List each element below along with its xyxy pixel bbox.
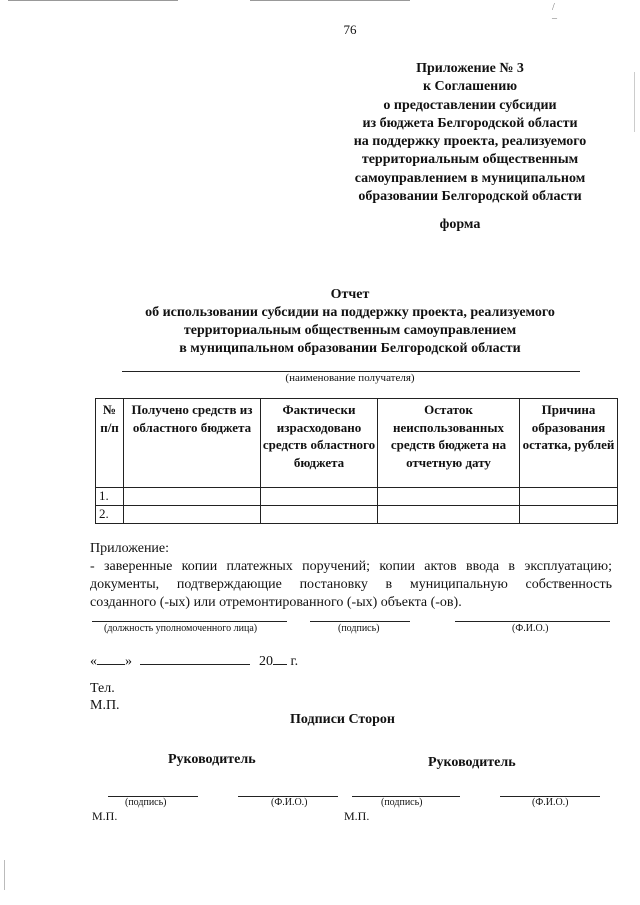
name-caption: (Ф.И.О.) bbox=[512, 623, 549, 634]
table-row bbox=[96, 488, 618, 506]
scan-mark: / – bbox=[552, 2, 557, 24]
right-name-caption: (Ф.И.О.) bbox=[532, 797, 569, 808]
appendix-line: из бюджета Белгородской области bbox=[362, 115, 578, 131]
attachment-line: - заверенные копии платежных поручений; копии актов ввода в эксплуатацию; bbox=[90, 559, 612, 574]
year-suffix: г. bbox=[290, 654, 299, 669]
column-header-number: № п/п bbox=[96, 399, 124, 488]
table-cell[interactable] bbox=[261, 488, 378, 506]
appendix-header bbox=[330, 60, 610, 206]
report-title bbox=[100, 286, 600, 358]
table-cell[interactable] bbox=[520, 506, 618, 524]
left-name-caption: (Ф.И.О.) bbox=[271, 797, 308, 808]
left-party-title: Руководитель bbox=[168, 752, 256, 767]
title-line: об использовании субсидии на поддержку проекта, реализуемого bbox=[145, 305, 555, 320]
name-field-line[interactable] bbox=[455, 621, 610, 622]
table-cell[interactable] bbox=[261, 506, 378, 524]
year-field[interactable] bbox=[273, 652, 287, 665]
title-line: территориальным общественным самоуправлением bbox=[183, 323, 517, 338]
row-number: 2. bbox=[96, 506, 124, 524]
table-cell[interactable] bbox=[124, 506, 261, 524]
appendix-line: самоуправлением в муниципальном bbox=[354, 170, 586, 186]
attachment-line: документы, подтверждающие постановку в муниципальную собственность bbox=[90, 577, 612, 592]
year-prefix: 20 bbox=[259, 654, 273, 669]
table-cell[interactable] bbox=[378, 488, 520, 506]
column-header-remaining: Остаток неиспользованных средств бюджета на отчетную дату bbox=[378, 399, 520, 488]
scan-edge-line bbox=[4, 860, 5, 890]
row-number: 1. bbox=[96, 488, 124, 506]
column-header-received: Получено средств из областного бюджета bbox=[124, 399, 261, 488]
month-field[interactable] bbox=[140, 652, 250, 665]
date-row bbox=[90, 652, 298, 670]
date-close-quote: » bbox=[125, 654, 132, 669]
table-cell[interactable] bbox=[520, 488, 618, 506]
appendix-line: к Соглашению bbox=[422, 79, 518, 95]
form-label: форма bbox=[439, 217, 481, 232]
table-row bbox=[96, 506, 618, 524]
scan-edge-line bbox=[8, 0, 178, 1]
tel-label: Тел. bbox=[90, 681, 115, 696]
scan-edge-line bbox=[634, 72, 635, 132]
appendix-line: о предоставлении субсидии bbox=[383, 97, 557, 113]
attachment-label: Приложение: bbox=[90, 541, 170, 556]
left-signature-caption: (подпись) bbox=[125, 797, 167, 808]
position-field-line[interactable] bbox=[92, 621, 287, 622]
right-signature-caption: (подпись) bbox=[381, 797, 423, 808]
appendix-line: территориальным общественным bbox=[361, 152, 579, 168]
left-stamp-label: М.П. bbox=[92, 809, 118, 823]
attachment-line: созданного (-ых) или отремонтированного (-ых) объекта (-ов). bbox=[90, 595, 462, 610]
signature-caption: (подпись) bbox=[338, 623, 380, 634]
page-number: 76 bbox=[343, 22, 357, 37]
appendix-line: Приложение № 3 bbox=[416, 61, 524, 76]
stamp-label: М.П. bbox=[90, 698, 120, 713]
parties-heading: Подписи Сторон bbox=[290, 712, 395, 727]
recipient-caption: (наименование получателя) bbox=[285, 372, 415, 384]
table-cell[interactable] bbox=[378, 506, 520, 524]
date-open-quote: « bbox=[90, 654, 97, 669]
position-caption: (должность уполномоченного лица) bbox=[104, 623, 258, 634]
table-cell[interactable] bbox=[124, 488, 261, 506]
report-table bbox=[95, 398, 618, 524]
right-party-title: Руководитель bbox=[428, 755, 516, 770]
column-header-spent: Фактически израсходовано средств областного бюджета bbox=[261, 399, 378, 488]
column-header-reason: Причина образования остатка, рублей bbox=[520, 399, 618, 488]
table-header-row bbox=[96, 399, 618, 488]
appendix-line: образовании Белгородской области bbox=[358, 189, 582, 205]
appendix-line: на поддержку проекта, реализуемого bbox=[353, 134, 587, 150]
day-field[interactable] bbox=[97, 652, 125, 665]
title-line: в муниципальном образовании Белгородской области bbox=[179, 341, 521, 356]
scan-edge-line bbox=[250, 0, 410, 1]
right-stamp-label: М.П. bbox=[344, 809, 370, 823]
contact-block bbox=[90, 680, 120, 714]
attachment-text bbox=[90, 558, 612, 612]
signature-field-line[interactable] bbox=[310, 621, 410, 622]
title-line: Отчет bbox=[330, 287, 370, 302]
